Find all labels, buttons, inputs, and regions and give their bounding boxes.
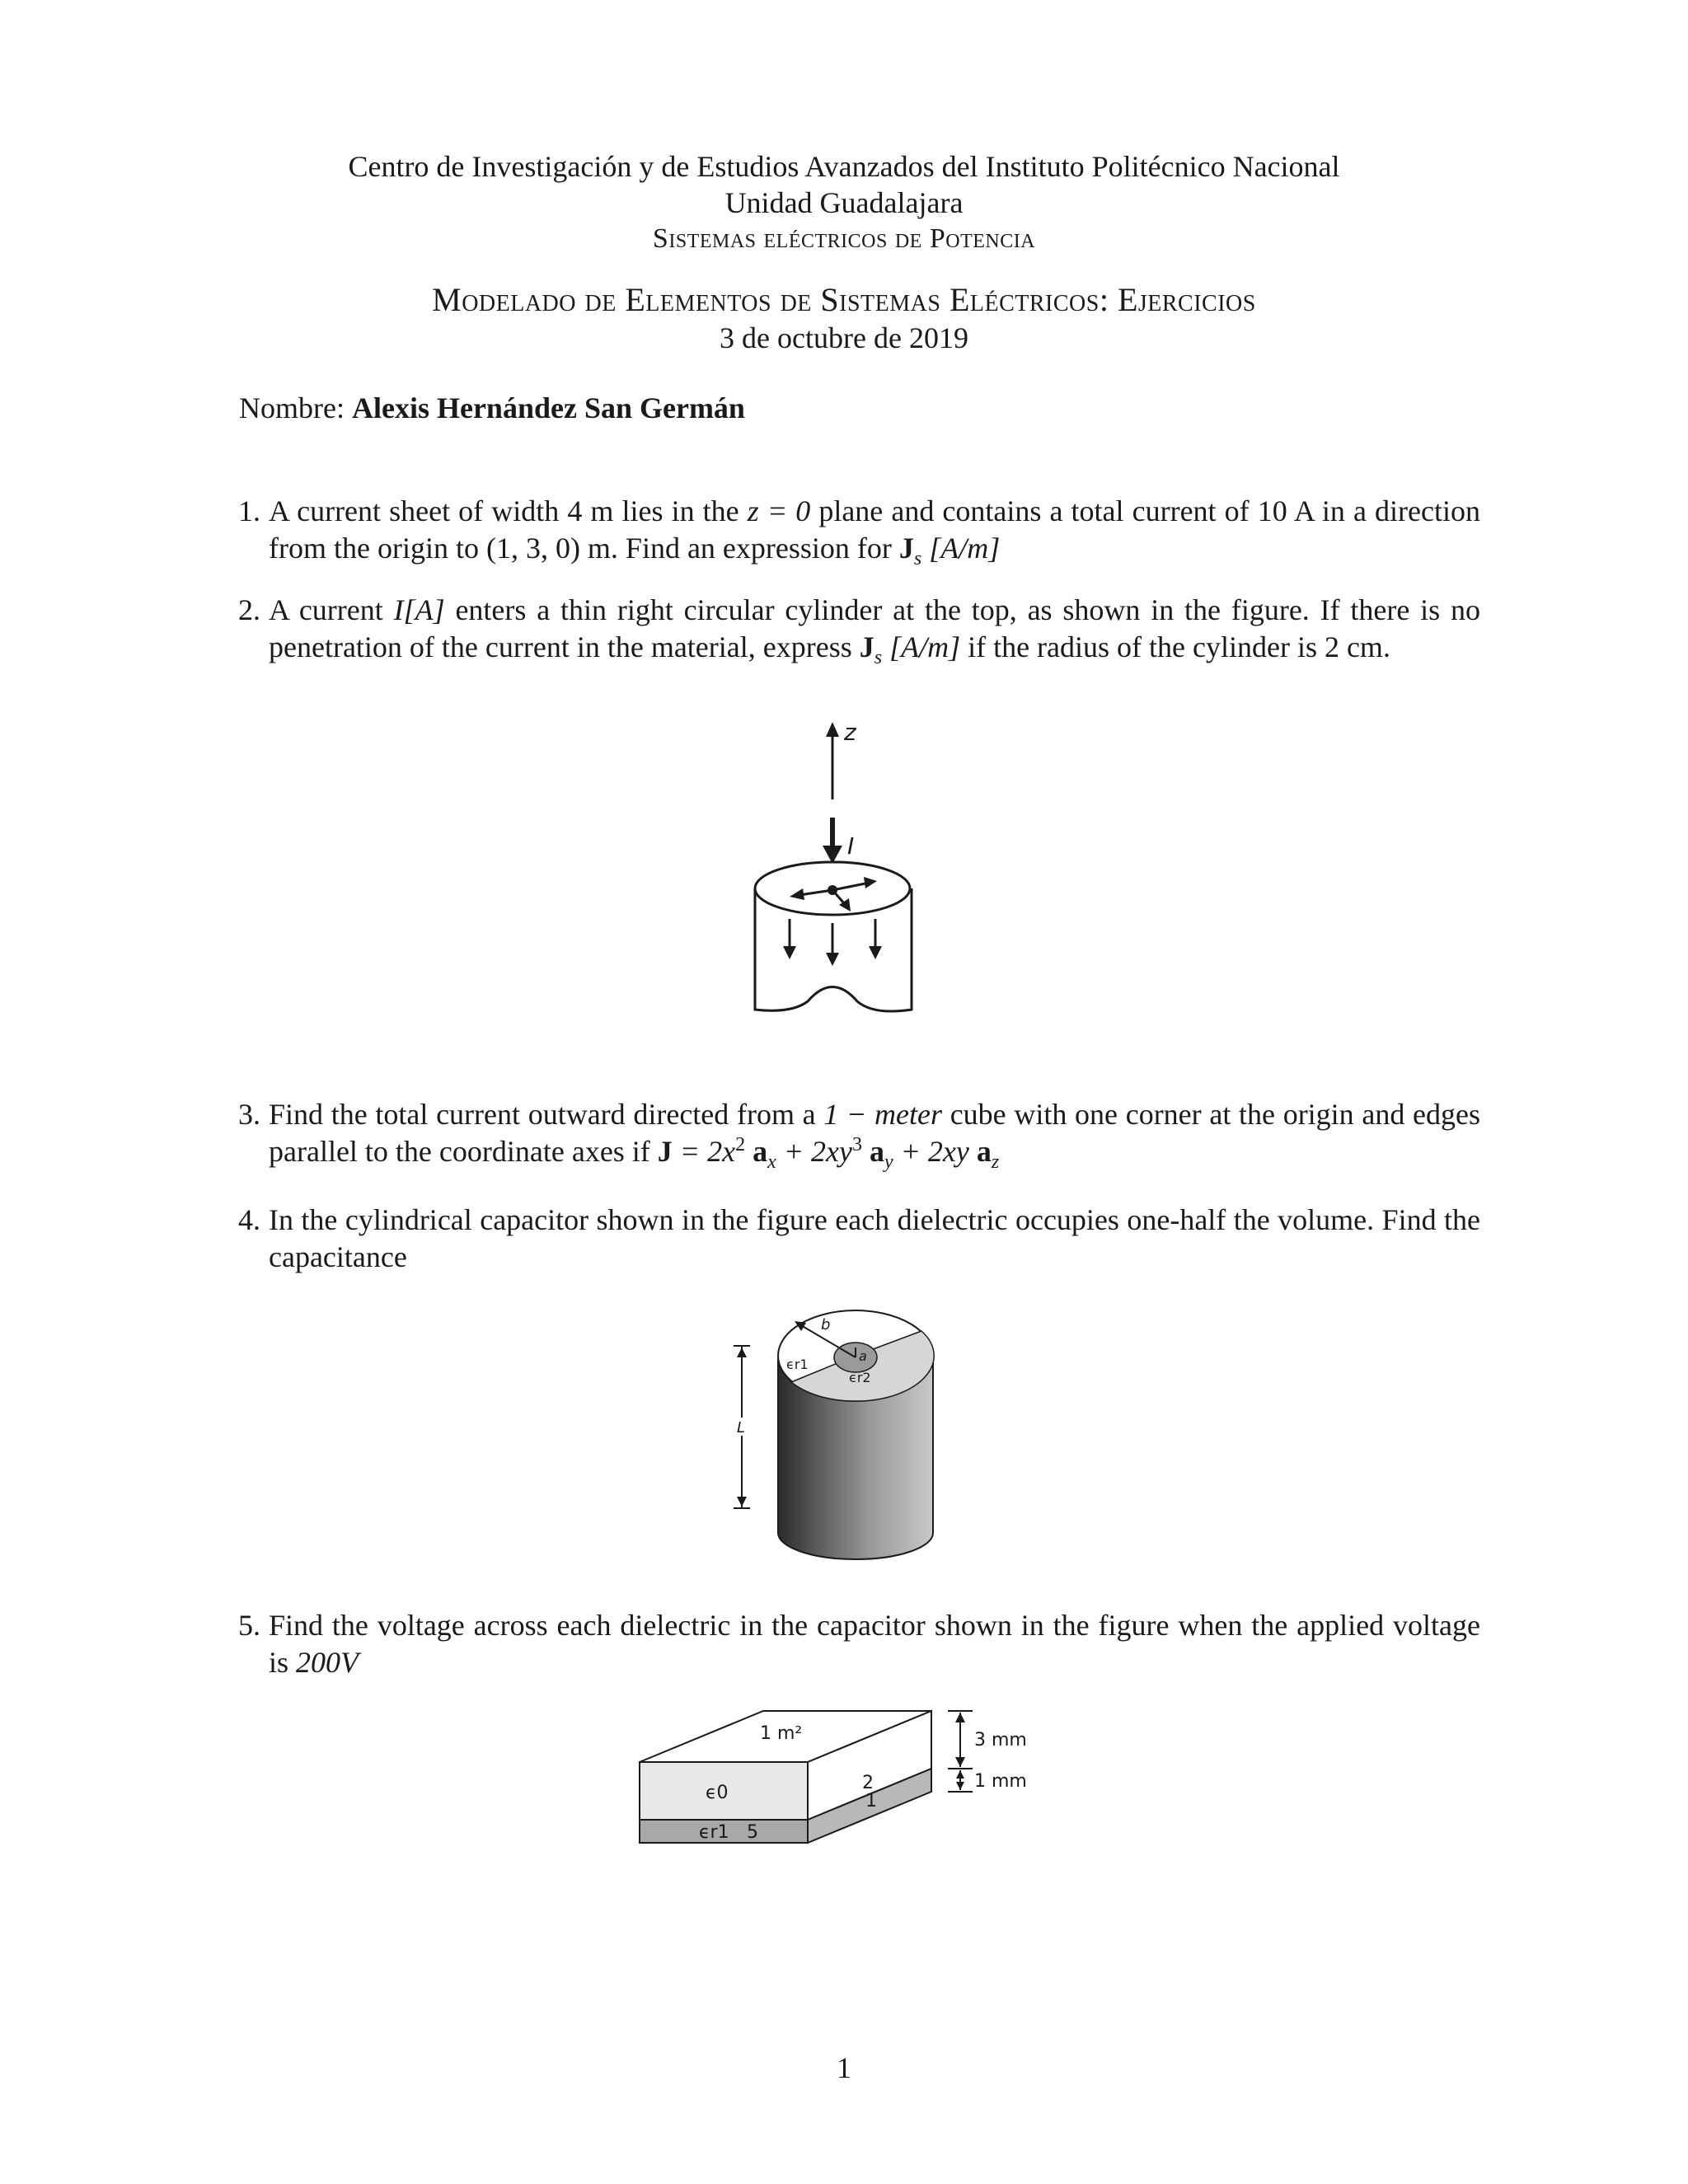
unit-name: Unidad Guadalajara [724,186,964,219]
document-title: Modelado de Elementos de Sistemas Eléctricos: Ejercicios [432,281,1256,318]
label-er1: ϵr1 [786,1357,809,1372]
label-l: L [737,1419,746,1436]
problem-text: Find the voltage across each dielectric in the capacitor shown in the figure when the applied voltage is 200V [269,1609,1480,1679]
surface-arrow-2 [826,953,839,966]
figure-parallel-plate-capacitor [635,1706,1047,1871]
label-er1-value: 5 [747,1822,758,1843]
student-label: Nombre: [239,391,345,424]
label-er2: ϵr2 [849,1370,871,1385]
current-label: I [847,832,855,860]
problem-text: A current sheet of width 4 m lies in the z = 0 plane and contains a total current of 10 A in a direction from the origin to (1, 3, 0) m. Find an expression for $J_s$ [A/m] [269,494,1481,570]
figure-cylindrical-capacitor [725,1298,973,1586]
document-date: 3 de octubre de 2019 [720,321,968,354]
label-a: a [859,1348,867,1364]
problem-number: 4. [238,1203,260,1236]
label-e0: ϵ0 [706,1783,729,1803]
label-dim-1mm: 1 mm [974,1771,1027,1792]
problem-number: 1. [238,494,260,527]
problem-text: Find the total current outward directed from a 1 − meter cube with one corner at the origin and edges parallel to the coordinate axes if $J = 2x^2$ $a_x + 2xy^3$ $a_y + 2xy$ $a_z$ [269,1098,1481,1174]
label-area: 1 m² [760,1723,803,1744]
label-b: b [821,1316,831,1333]
problem-number: 5. [238,1609,260,1642]
student-line [239,391,745,425]
student-name: Alexis Hernández San Germán [351,391,745,424]
plane-expr: z = 0 [747,494,811,527]
label-layer-1: 1 [865,1791,877,1811]
problem-number: 3. [238,1098,260,1131]
label-er1: ϵr1 [699,1822,729,1843]
page-number: 1 [837,2051,851,2084]
figure-current-cylinder [742,717,956,1063]
label-layer-2: 2 [862,1773,874,1793]
problem-text: In the cylindrical capacitor shown in the figure each dielectric occupies one-half the volume. Find the capacitance [269,1203,1480,1273]
problem-text: A current I[A] enters a thin right circular cylinder at the top, as shown in the figure. If there is no penetration of the current in the material, express $J_s$ [A/m] if the radius of the cylinder is 2 cm. [269,593,1481,669]
program-name: Sistemas eléctricos de Potencia [652,223,1036,254]
surface-arrow-1 [783,946,796,959]
problem-number: 2. [238,593,260,626]
z-axis-arrowhead [826,722,839,737]
label-dim-3mm: 3 mm [974,1730,1027,1750]
z-axis-label: z [844,719,856,746]
institution-name: Centro de Investigación y de Estudios Avanzados del Instituto Politécnico Nacional [348,150,1340,183]
surface-arrow-3 [869,946,882,959]
